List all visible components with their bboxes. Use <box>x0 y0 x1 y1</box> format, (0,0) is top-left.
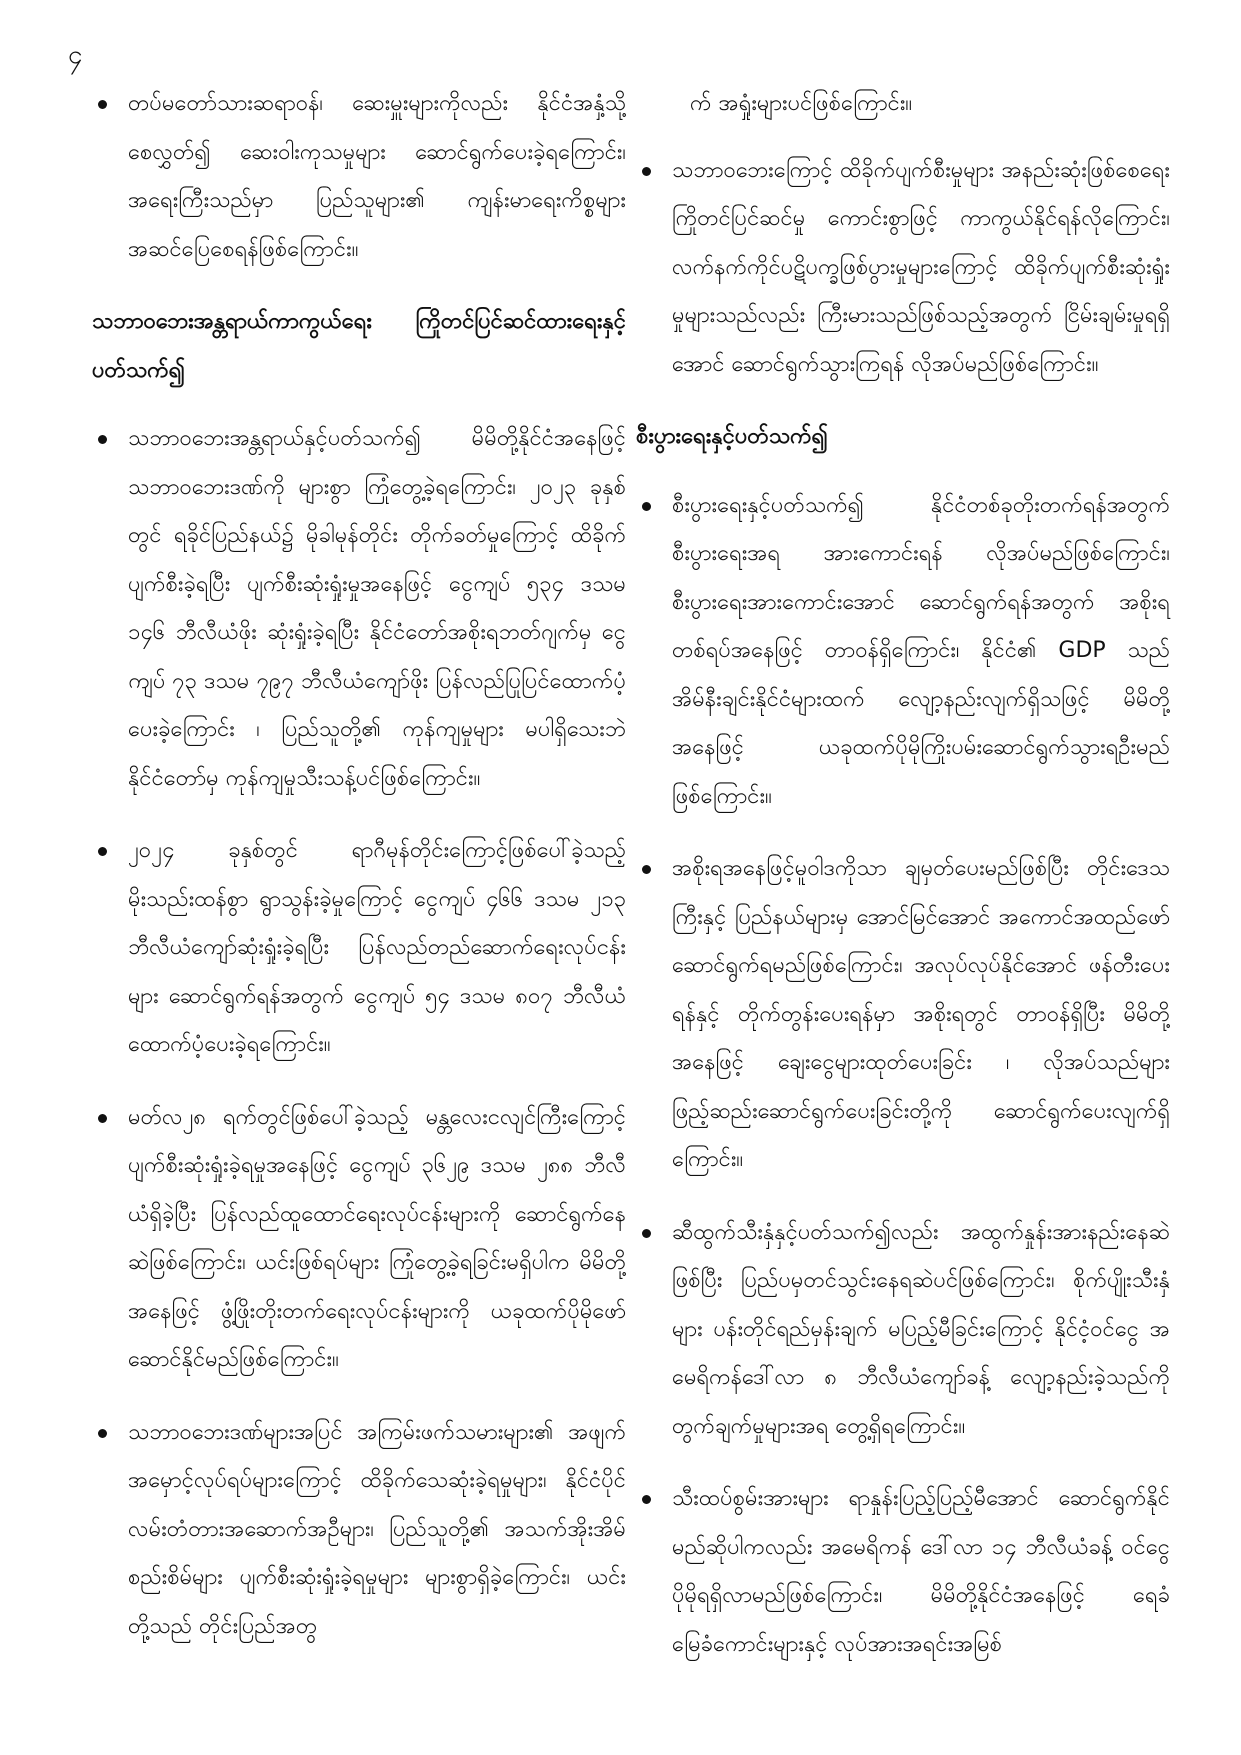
bullet-text: သီးထပ်စွမ်းအားများ ရာနှုန်းပြည့်ပြည့်မီအောင် ဆောင်ရွက်နိုင်မည်ဆိုပါကလည်း အမေရိကန် ဒေါ်လာ ၁၄ ဘီလီယံခန့် ဝင်ငွေပိုမိုရရှိလာမည်ဖြစ်ကြောင်း၊ မိမိတို့နိုင်ငံအနေဖြင့် ရေခံမြေခံကောင်းများနှင့် လုပ်အားအရင်းအမြစ် <box>672 1486 1170 1657</box>
bullet-dot-icon <box>636 1209 672 1258</box>
bullet-text: သဘာဝဘေးကြောင့် ထိခိုက်ပျက်စီးမှုများ အနည်းဆုံးဖြစ်စေရေး ကြိုတင်ပြင်ဆင်မှု ကောင်းစွာဖြင့် ကာကွယ်နိုင်ရန်လိုကြောင်း၊ လက်နက်ကိုင်ပဋိပက္ခဖြစ်ပွားမှုများကြောင့် ထိခိုက်ပျက်စီးဆုံးရှုံးမှုများသည်လည်း ကြီးမားသည်ဖြစ်သည့်အတွက် ငြိမ်းချမ်းမှုရရှိအောင် ဆောင်ရွက်သွားကြရန် လိုအပ်မည်ဖြစ်ကြောင်း။ <box>672 157 1170 377</box>
bullet-item <box>636 1209 1170 1452</box>
bullet-dot-icon <box>636 147 672 196</box>
bullet-text: တပ်မတော်သားဆရာဝန်၊ ဆေးမှူးများကိုလည်း နိုင်ငံအနှံ့သို့ စေလွှတ်၍ ဆေးဝါးကုသမှုများ ဆောင်ရွက်ပေးခဲ့ရကြောင်း၊ အရေးကြီးသည်မှာ ပြည်သူများ၏ ကျန်းမာရေးကိစ္စများ အဆင်ပြေစေရန်ဖြစ်ကြောင်း။ <box>128 91 626 262</box>
section-heading: သဘာဝဘေးအန္တရာယ်ကာကွယ်ရေး ကြိုတင်ပြင်ဆင်ထားရေးနှင့်ပတ်သက်၍ <box>92 309 626 383</box>
bullet-text: စီးပွားရေးနှင့်ပတ်သက်၍ နိုင်ငံတစ်ခုတိုးတက်ရန်အတွက် စီးပွားရေးအရ အားကောင်းရန် လိုအပ်မည်ဖြစ်ကြောင်း၊ စီးပွားရေးအားကောင်းအောင် ဆောင်ရွက်ရန်အတွက် အစိုးရတစ်ရပ်အနေဖြင့် တာဝန်ရှိကြောင်း၊ နိုင်ငံ၏ GDP သည် အိမ်နီးချင်းနိုင်ငံများထက် လျော့နည်းလျက်ရှိသဖြင့် မိမိတို့အနေဖြင့် ယခုထက်ပိုမိုကြိုးပမ်းဆောင်ရွက်သွားရဦးမည် ဖြစ်ကြောင်း။ <box>672 492 1170 809</box>
bullet-item <box>92 827 626 1070</box>
left-column <box>92 80 626 1675</box>
bullet-item <box>92 1094 626 1385</box>
section-heading: စီးပွားရေးနှင့်ပတ်သက်၍ <box>636 424 829 449</box>
bullet-text: ဆီထွက်သီးနှံနှင့်ပတ်သက်၍လည်း အထွက်နှုန်းအားနည်းနေဆဲဖြစ်ပြီး ပြည်ပမှတင်သွင်းနေရဆဲပင်ဖြစ်ကြောင်း၊ စိုက်ပျိုးသီးနှံများ ပန်းတိုင်ရည်မှန်းချက် မပြည့်မီခြင်းကြောင့် နိုင်ငံ့ဝင်ငွေ အမေရိကန်ဒေါ်လာ ၈ ဘီလီယံကျော်ခန့် လျော့နည်းခဲ့သည်ကို တွက်ချက်မှုများအရ တွေ့ရှိရကြောင်း။ <box>672 1219 1170 1439</box>
bullet-item <box>636 1475 1170 1669</box>
bullet-text: မတ်လ၂၈ ရက်တွင်ဖြစ်ပေါ်ခဲ့သည့် မန္တလေးငလျင်ကြီးကြောင့် ပျက်စီးဆုံးရှုံးခဲ့ရမှုအနေဖြင့် ငွေကျပ် ၃၆၂၉ ဒသမ ၂၈၈ ဘီလီယံရှိခဲ့ပြီး ပြန်လည်ထူထောင်ရေးလုပ်ငန်းများကို ဆောင်ရွက်နေဆဲဖြစ်ကြောင်း၊ ယင်းဖြစ်ရပ်များ ကြုံတွေ့ခဲ့ရခြင်းမရှိပါက မိမိတို့အနေဖြင့် ဖွံ့ဖြိုးတိုးတက်ရေးလုပ်ငန်းများကို ယခုထက်ပိုမိုဖော်ဆောင်နိုင်မည်ဖြစ်ကြောင်း။ <box>128 1104 626 1372</box>
bullet-text: သဘာဝဘေးအန္တရာယ်နှင့်ပတ်သက်၍ မိမိတို့နိုင်ငံအနေဖြင့် သဘာဝဘေးဒဏ်ကို များစွာ ကြုံတွေ့ခဲ့ရကြောင်း၊ ၂၀၂၃ ခုနှစ်တွင် ရခိုင်ပြည်နယ်၌ မိုခါမုန်တိုင်း တိုက်ခတ်မှုကြောင့် ထိခိုက်ပျက်စီးခဲ့ရပြီး ပျက်စီးဆုံးရှုံးမှုအနေဖြင့် ငွေကျပ် ၅၃၄ ဒသမ ၁၄၆ ဘီလီယံဖိုး ဆုံးရှုံးခဲ့ရပြီး နိုင်ငံတော်အစိုးရဘတ်ဂျက်မှ ငွေကျပ် ၇၃ ဒသမ ၇၉၇ ဘီလီယံကျော်ဖိုး ပြန်လည်ပြုပြင်ထောက်ပံ့ပေးခဲ့ကြောင်း ၊ ပြည်သူတို့၏ ကုန်ကျမှုများ မပါရှိသေးဘဲ နိုင်ငံတော်မှ ကုန်ကျမှုသီးသန့်ပင်ဖြစ်ကြောင်း။ <box>128 426 626 791</box>
bullet-item <box>92 415 626 803</box>
bullet-item <box>92 80 626 274</box>
bullet-item <box>636 845 1170 1185</box>
bullet-item <box>636 147 1170 390</box>
bullet-dot-icon <box>92 415 128 464</box>
bullet-dot-icon <box>92 827 128 876</box>
bullet-text: အစိုးရအနေဖြင့်မူဝါဒကိုသာ ချမှတ်ပေးမည်ဖြစ်ပြီး တိုင်းဒေသကြီးနှင့် ပြည်နယ်များမှ အောင်မြင်အောင် အကောင်အထည်ဖော် ဆောင်ရွက်ရမည်ဖြစ်ကြောင်း၊ အလုပ်လုပ်နိုင်အောင် ဖန်တီးပေးရန်နှင့် တိုက်တွန်းပေးရန်မှာ အစိုးရတွင် တာဝန်ရှိပြီး မိမိတို့အနေဖြင့် ချေးငွေများထုတ်ပေးခြင်း ၊ လိုအပ်သည်များ ဖြည့်ဆည်းဆောင်ရွက်ပေးခြင်းတို့ကို ဆောင်ရွက်ပေးလျက်ရှိကြောင်း။ <box>672 856 1170 1172</box>
bullet-dot-icon <box>636 1475 672 1524</box>
bullet-dot-icon <box>92 1094 128 1143</box>
bullet-item <box>92 1409 626 1652</box>
bullet-text: သဘာဝဘေးဒဏ်များအပြင် အကြမ်းဖက်သမားများ၏ အဖျက်အမှောင့်လုပ်ရပ်များကြောင့် ထိခိုက်သေဆုံးခဲ့ရမှုများ၊ နိုင်ငံပိုင်လမ်းတံတားအဆောက်အဦများ၊ ပြည်သူတို့၏ အသက်အိုးအိမ်စည်းစိမ်များ ပျက်စီးဆုံးရှုံးခဲ့ရမှုများ များစွာရှိခဲ့ကြောင်း၊ ယင်းတို့သည် တိုင်းပြည်အတွ <box>128 1419 626 1639</box>
right-column <box>636 80 1170 1693</box>
bullet-dot-icon <box>92 80 128 129</box>
continuation-text: က် အရှုံးများပင်ဖြစ်ကြောင်း။ <box>690 91 913 116</box>
bullet-dot-icon <box>92 1409 128 1458</box>
bullet-dot-icon <box>636 845 672 894</box>
page-number: ၄ <box>68 40 83 70</box>
bullet-dot-icon <box>636 482 672 531</box>
bullet-text: ၂၀၂၄ ခုနှစ်တွင် ရာဂီမုန်တိုင်းကြောင့်ဖြစ်ပေါ်ခဲ့သည့် မိုးသည်းထန်စွာ ရွာသွန်းခဲ့မှုကြောင့် ငွေကျပ် ၄၆၆ ဒသမ ၂၁၃ ဘီလီယံကျော်ဆုံးရှုံးခဲ့ရပြီး ပြန်လည်တည်ဆောက်ရေးလုပ်ငန်းများ ဆောင်ရွက်ရန်အတွက် ငွေကျပ် ၅၄ ဒသမ ၈၀၇ ဘီလီယံထောက်ပံ့ပေးခဲ့ရကြောင်း။ <box>128 838 626 1057</box>
bullet-item <box>636 482 1170 822</box>
